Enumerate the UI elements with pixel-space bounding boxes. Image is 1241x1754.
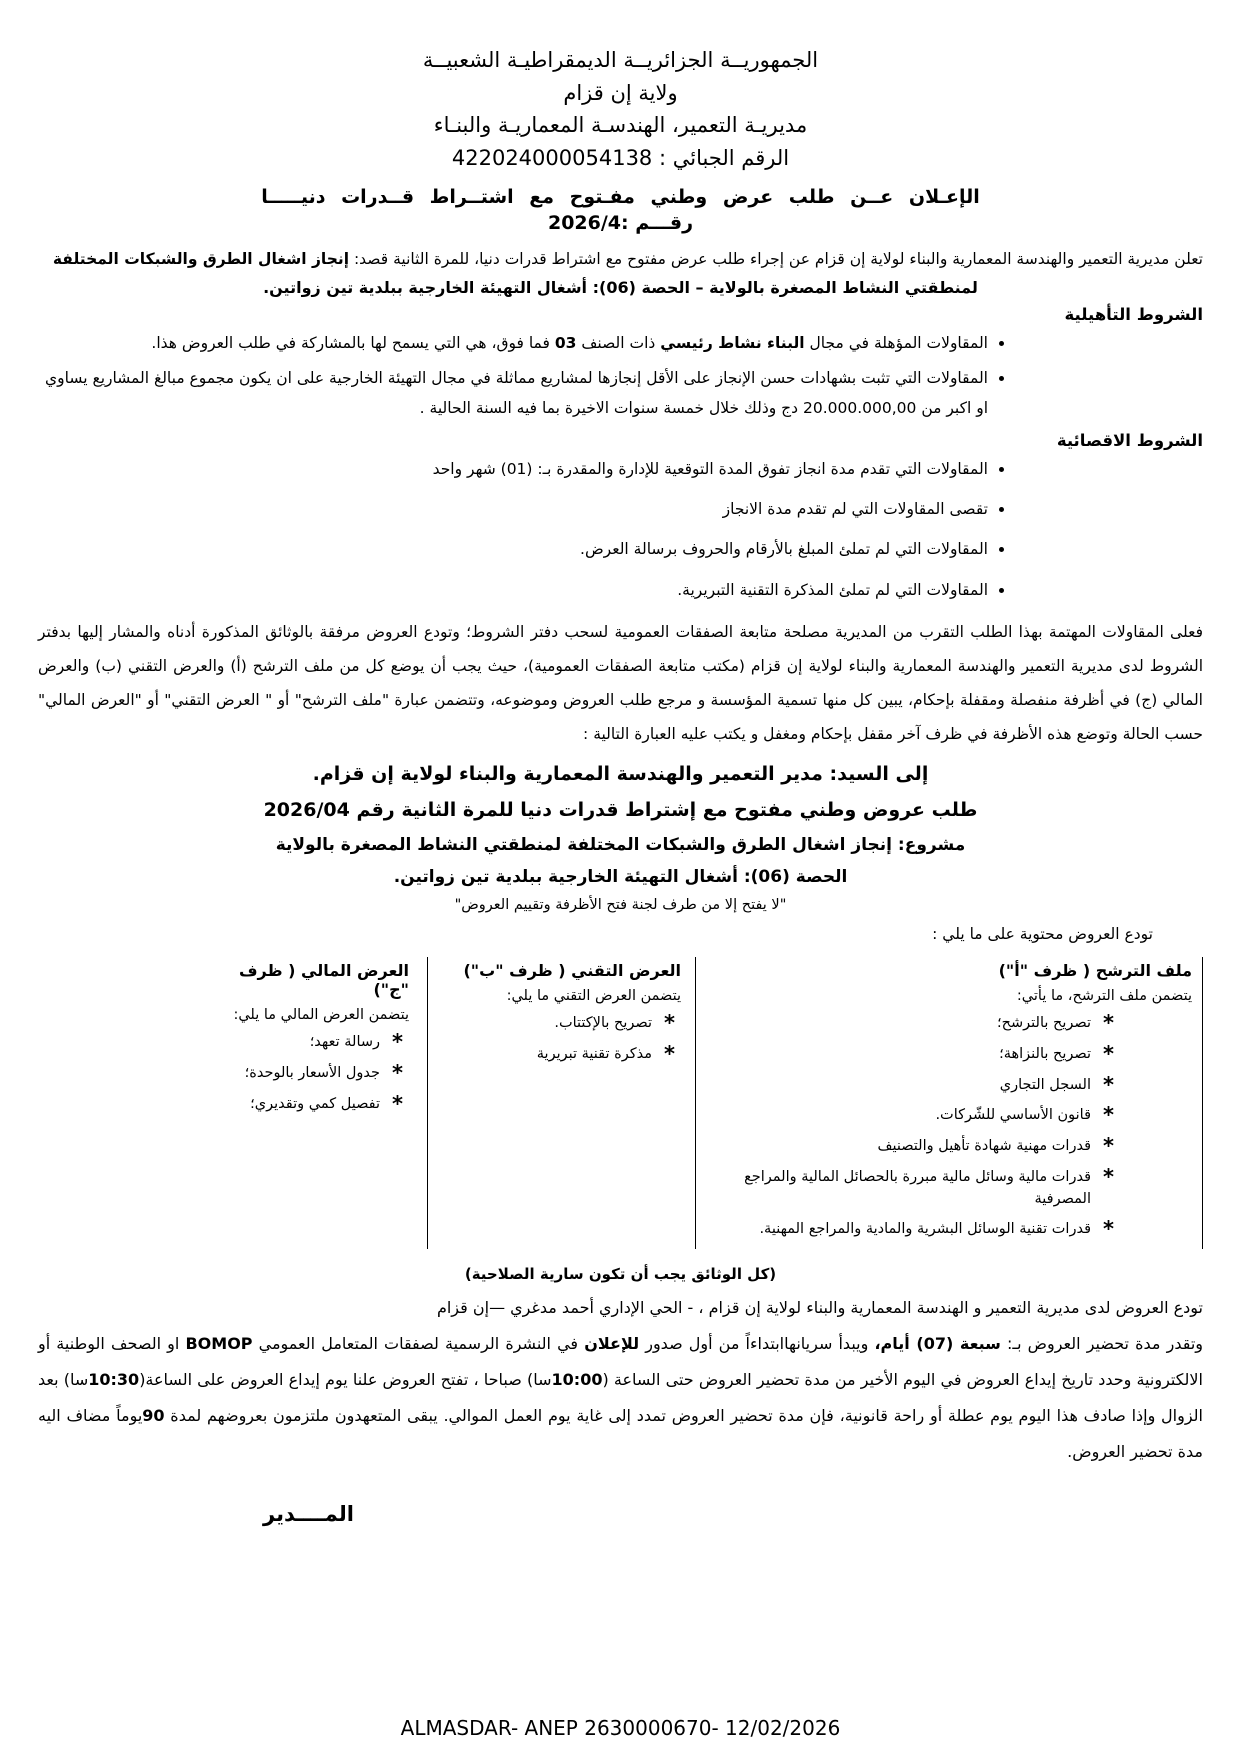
- envelope-project-line: مشروع: إنجاز اشغال الطرق والشبكات المختلفة لمنطقتي النشاط المصغرة بالولاية: [275, 835, 966, 856]
- submission-paragraph: فعلى المقاولات المهتمة بهذا الطلب التقرب من المديرية مصلحة متابعة الصفقات العمومية لسحب دفتر الشروط؛ وتودع العروض مرفقة بالوثائق المذكورة أدناه والمشار إليها بدفتر الشروط لدى مديرية التعمير والهندسة المعمارية والبناء لولاية إن قزام (مكتب متابعة الصفقات العمومية)، حيث يجب أن يوضع كل من ملف الترشح (أ) والعرض التقني (ب) والعرض المالي (ج) في أظرفة منفصلة ومقفلة بإحكام، يبين كل منها تسمية المؤسسة و مرجع طلب العروض وموضوعه، وتتضمن عبارة "ملف الترشح" أو " العرض التقني" أو "العرض المالي" حسب الحالة وتوضع هذه الأظرفة في ظرف آخر مقفل بإحكام ومغفل و يكتب عليه العبارة التالية :: [38, 622, 1203, 744]
- deposit-address-line: تودع العروض لدى مديرية التعمير و الهندسة المعمارية والبناء لولاية إن قزام ، - الحي الإداري أحمد مدغري —إن قزام: [436, 1298, 1203, 1318]
- financial-item-text: جدول الأسعار بالوحدة؛: [244, 1064, 381, 1081]
- exclusion-heading: الشروط الاقصائية: [1056, 430, 1203, 450]
- financial-item-text: رسالة تعهد؛: [309, 1034, 381, 1051]
- asterisk-marker: *: [1103, 1103, 1114, 1128]
- candidacy-column-title: ملف الترشح ( ظرف "أ"): [998, 961, 1192, 981]
- prep-text: في النشرة الرسمية لصفقات المتعامل العمومي: [252, 1333, 585, 1353]
- candidacy-item: [702, 1164, 1192, 1211]
- asterisk-marker: *: [1103, 1011, 1114, 1036]
- prep-text: وتقدر مدة تحضير العروض بـ:: [1000, 1333, 1204, 1353]
- technical-column-title: العرض التقني ( ظرف "ب"): [463, 961, 681, 981]
- candidacy-item: [702, 1219, 1192, 1241]
- director-label-text: المــــدير: [263, 1501, 354, 1526]
- qualification-heading: الشروط التأهيلية: [1064, 305, 1203, 325]
- director-signature-label: [38, 1502, 1203, 1526]
- exclusion-item: • المقاولات التي لم تملئ المبلغ بالأرقام والحروف برسالة العرض.: [38, 534, 988, 564]
- qualification-list: [38, 328, 1203, 423]
- technical-item-text: تصريح بالإكتتاب.: [554, 1015, 653, 1032]
- prep-text: او الصحف الوطنية أو الالكترونية وحدد تاريخ إيداع العروض في اليوم الأخير من مدة تحضير العروض حتى الساعة (: [38, 1333, 1204, 1389]
- candidacy-item: [702, 1041, 1192, 1066]
- financial-column-title: العرض المالي ( ظرف "ج"): [238, 961, 409, 1000]
- anep-footer-line: ALMASDAR- ANEP 2630000670- 12/02/2026: [400, 1716, 841, 1740]
- candidacy-item-text: السجل التجاري: [999, 1076, 1092, 1093]
- financial-item-text: تفصيل كمي وتقديري؛: [250, 1095, 381, 1112]
- asterisk-marker: *: [392, 1060, 403, 1085]
- asterisk-marker: *: [1103, 1134, 1114, 1159]
- header-republic-line: الجمهوريــة الجزائريــة الديمقراطيـة الشعبيــة: [422, 48, 819, 72]
- financial-offer-column: [195, 957, 427, 1249]
- envelope-warning-line: "لا يفتح إلا من طرف لجنة فتح الأظرفة وتقييم العروض": [454, 897, 787, 914]
- financial-item: [199, 1060, 409, 1085]
- exclusion-item: • تقصى المقاولات التي لم تقدم مدة الانجاز: [38, 494, 988, 524]
- candidacy-item-text: قدرات مهنية شهادة تأهيل والتصنيف: [877, 1138, 1092, 1155]
- intro-project-bold: إنجاز اشغال الطرق والشبكات المختلفة: [52, 250, 350, 269]
- header-directorate-line: مديريـة التعمير، الهندسـة المعماريـة والبنـاء: [433, 113, 808, 138]
- financial-item: [199, 1032, 409, 1054]
- envelope-to-line: إلى السيد: مدير التعمير والهندسة المعمارية والبناء لولاية إن قزام.: [312, 763, 929, 786]
- exclusion-item: • المقاولات التي لم تملئ المذكرة التقنية التبريرية.: [38, 575, 988, 605]
- offers-content-intro: تودع العروض محتوية على ما يلي :: [932, 925, 1153, 944]
- candidacy-item: [702, 1105, 1192, 1127]
- preparation-period-paragraph: [38, 1326, 1203, 1470]
- prep-text: يوماً مضاف اليه مدة تحضير العروض.: [38, 1405, 1203, 1461]
- candidacy-file-column: [695, 957, 1203, 1249]
- candidacy-item-text: قدرات مالية وسائل مالية مبررة بالحصائل المالية والمراجع المصرفية: [744, 1168, 1092, 1207]
- prep-text: سا) صباحا ، تفتح العروض علنا يوم إيداع العروض على الساعة(: [139, 1369, 552, 1389]
- financial-item: [199, 1091, 409, 1116]
- asterisk-marker: *: [1103, 1072, 1114, 1097]
- technical-item: [434, 1013, 681, 1035]
- asterisk-marker: *: [664, 1011, 675, 1036]
- document-header: [38, 44, 1203, 174]
- prep-bold: 90: [142, 1405, 165, 1425]
- prep-bold: BOMOP: [185, 1333, 253, 1353]
- qualification-item: • المقاولات التي تثبت بشهادات حسن الإنجاز على الأقل إنجازها لمشاريع مماثلة في مجال التهيئة الخارجية على ان يكون مجموع مبالغ المشاريع يساوي او اكبر من 20.000.000,00 دج وذلك خلال خمسة سنوات الاخيرة بما فيه السنة الحالية .: [38, 363, 988, 423]
- exclusion-list: [38, 454, 1203, 605]
- prep-bold: سبعة (07) أيام،: [874, 1333, 1001, 1353]
- envelope-tender-line: طلب عروض وطني مفتوح مع إشتراط قدرات دنيا للمرة الثانية رقم 2026/04: [263, 799, 978, 822]
- technical-item-text: مذكرة تقنية تبريرية: [536, 1045, 653, 1062]
- intro-lot-line: لمنطقتي النشاط المصغرة بالولاية – الحصة (06): أشغال التهيئة الخارجية ببلدية تين زواتين.: [263, 278, 978, 298]
- prep-text: سا) بعد الزوال وإذا صادف هذا اليوم يوم عطلة أو راحة قانونية، فإن مدة تحضير العروض تمدد إلى غاية يوم العمل الموالي. يبقى المتعهدون ملتزمون بعروضهم لمدة: [38, 1369, 1203, 1425]
- prep-bold: 10:30: [88, 1369, 140, 1389]
- documents-validity-note: (كل الوثائق يجب أن تكون سارية الصلاحية): [464, 1265, 777, 1284]
- candidacy-item-text: تصريح بالنزاهة؛: [999, 1045, 1092, 1062]
- prep-bold: 10:00: [551, 1369, 603, 1389]
- asterisk-marker: *: [664, 1041, 675, 1066]
- exclusion-item: • المقاولات التي تقدم مدة انجاز تفوق المدة التوقعية للإدارة والمقدرة بـ: (01) شهر واحد: [38, 454, 988, 484]
- intro-paragraph: [38, 242, 1203, 276]
- qualification-item-bold: 03: [554, 334, 577, 353]
- technical-column-intro: يتضمن العرض التقني ما يلي:: [506, 988, 681, 1005]
- announcement-title: [38, 186, 1203, 234]
- asterisk-marker: *: [1103, 1041, 1114, 1066]
- asterisk-marker: *: [392, 1030, 403, 1055]
- asterisk-marker: *: [1103, 1217, 1114, 1242]
- qualification-item: [38, 328, 988, 358]
- announcement-title-line: الإعـلان عــن طلب عرض وطني مفـتوح مع اشتــراط قــدرات دنيـــــا: [261, 186, 980, 209]
- envelope-address-block: [38, 763, 1203, 913]
- qualification-item-text: فما فوق، هي التي يسمح لها بالمشاركة في طلب العروض هذا.: [151, 334, 555, 353]
- candidacy-column-intro: يتضمن ملف الترشح، ما يأتي:: [1016, 988, 1192, 1005]
- qualification-item-bold: البناء نشاط رئيسي: [660, 334, 805, 353]
- candidacy-item-text: قدرات تقنية الوسائل البشرية والمادية والمراجع المهنية.: [759, 1221, 1092, 1238]
- announcement-number-line: رقـــم :2026/4: [547, 212, 694, 235]
- qualification-item-text: ذات الصنف: [576, 334, 661, 353]
- asterisk-marker: *: [392, 1091, 403, 1116]
- candidacy-item: [702, 1072, 1192, 1097]
- asterisk-marker: *: [1103, 1164, 1114, 1189]
- candidacy-item-text: قانون الأساسي للشّركات.: [935, 1107, 1092, 1124]
- prep-text: ويبدأ سريانهاابتداءاً من أول صدور: [639, 1333, 875, 1353]
- header-wilaya-line: ولاية إن قزام: [563, 80, 678, 105]
- financial-column-intro: يتضمن العرض المالي ما يلي:: [233, 1007, 409, 1024]
- technical-item: [434, 1041, 681, 1066]
- intro-text: تعلن مديرية التعمير والهندسة المعمارية والبناء لولاية إن قزام عن إجراء طلب عرض مفتوح مع اشتراط قدرات دنيا، للمرة الثانية قصد:: [349, 250, 1203, 269]
- technical-offer-column: [427, 957, 695, 1249]
- candidacy-item: [702, 1013, 1192, 1035]
- qualification-item-text: المقاولات المؤهلة في مجال: [804, 334, 988, 353]
- prep-bold: للإعلان: [584, 1333, 640, 1353]
- envelope-lot-line: الحصة (06): أشغال التهيئة الخارجية ببلدية تين زواتين.: [393, 867, 848, 888]
- offer-columns: [38, 957, 1203, 1249]
- header-tax-number-line: الرقم الجبائي : 422024000054138: [451, 145, 790, 170]
- candidacy-item: [702, 1136, 1192, 1158]
- candidacy-item-text: تصريح بالترشح؛: [997, 1015, 1092, 1032]
